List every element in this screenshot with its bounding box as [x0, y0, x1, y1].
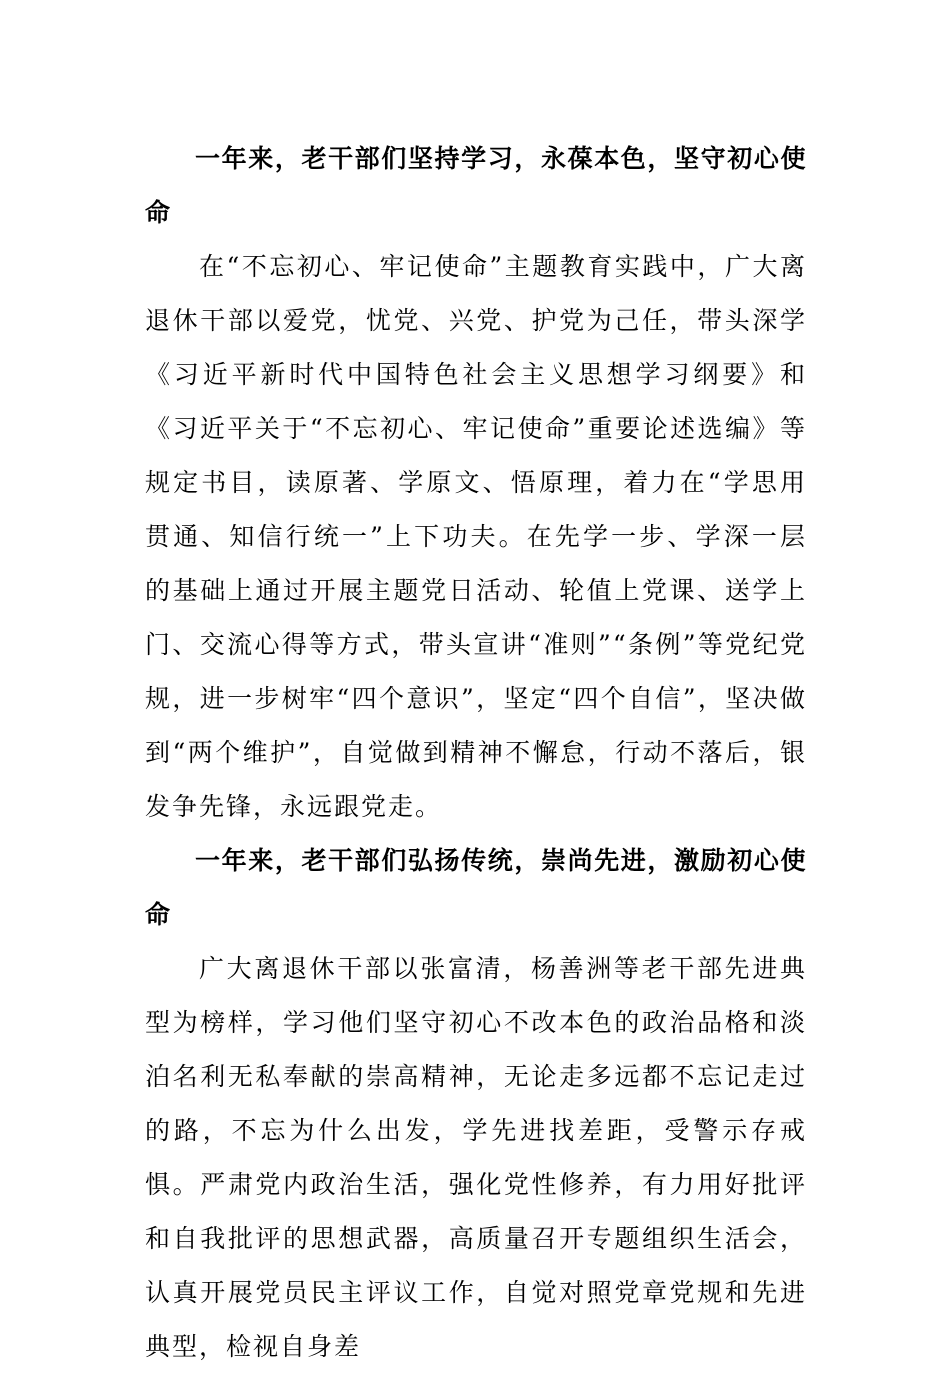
section-heading-tradition: 一年来，老干部们弘扬传统，崇尚先进，激励初心使命: [145, 846, 807, 929]
section-heading-study: 一年来，老干部们坚持学习，永葆本色，坚守初心使命: [145, 144, 807, 227]
section-paragraph-tradition: 广大离退休干部以张富清，杨善洲等老干部先进典型为榜样，学习他们坚守初心不改本色的政治品格和淡泊名利无私奉献的崇高精神，无论走多远都不忘记走过的路，不忘为什么出发，学先进找差距，受警示存戒惧。严肃党内政治生活，强化党性修养，有力用好批评和自我批评的思想武器，高质量召开专题组织生活会，认真开展党员民主评议工作，自觉对照党章党规和先进典型，检视自身差: [145, 954, 807, 1361]
section-paragraph-study: 在“不忘初心、牢记使命”主题教育实践中，广大离退休干部以爱党，忧党、兴党、护党为己任，带头深学《习近平新时代中国特色社会主义思想学习纲要》和《习近平关于“不忘初心、牢记使命”重要论述选编》等规定书目，读原著、学原文、悟原理，着力在“学思用贯通、知信行统一”上下功夫。在先学一步、学深一层的基础上通过开展主题党日活动、轮值上党课、送学上门、交流心得等方式，带头宣讲“准则”“条例”等党纪党规，进一步树牢“四个意识”，坚定“四个自信”，坚决做到“两个维护”，自觉做到精神不懈怠，行动不落后，银发争先锋，永远跟党走。: [145, 252, 807, 821]
document-body: [145, 132, 807, 1374]
